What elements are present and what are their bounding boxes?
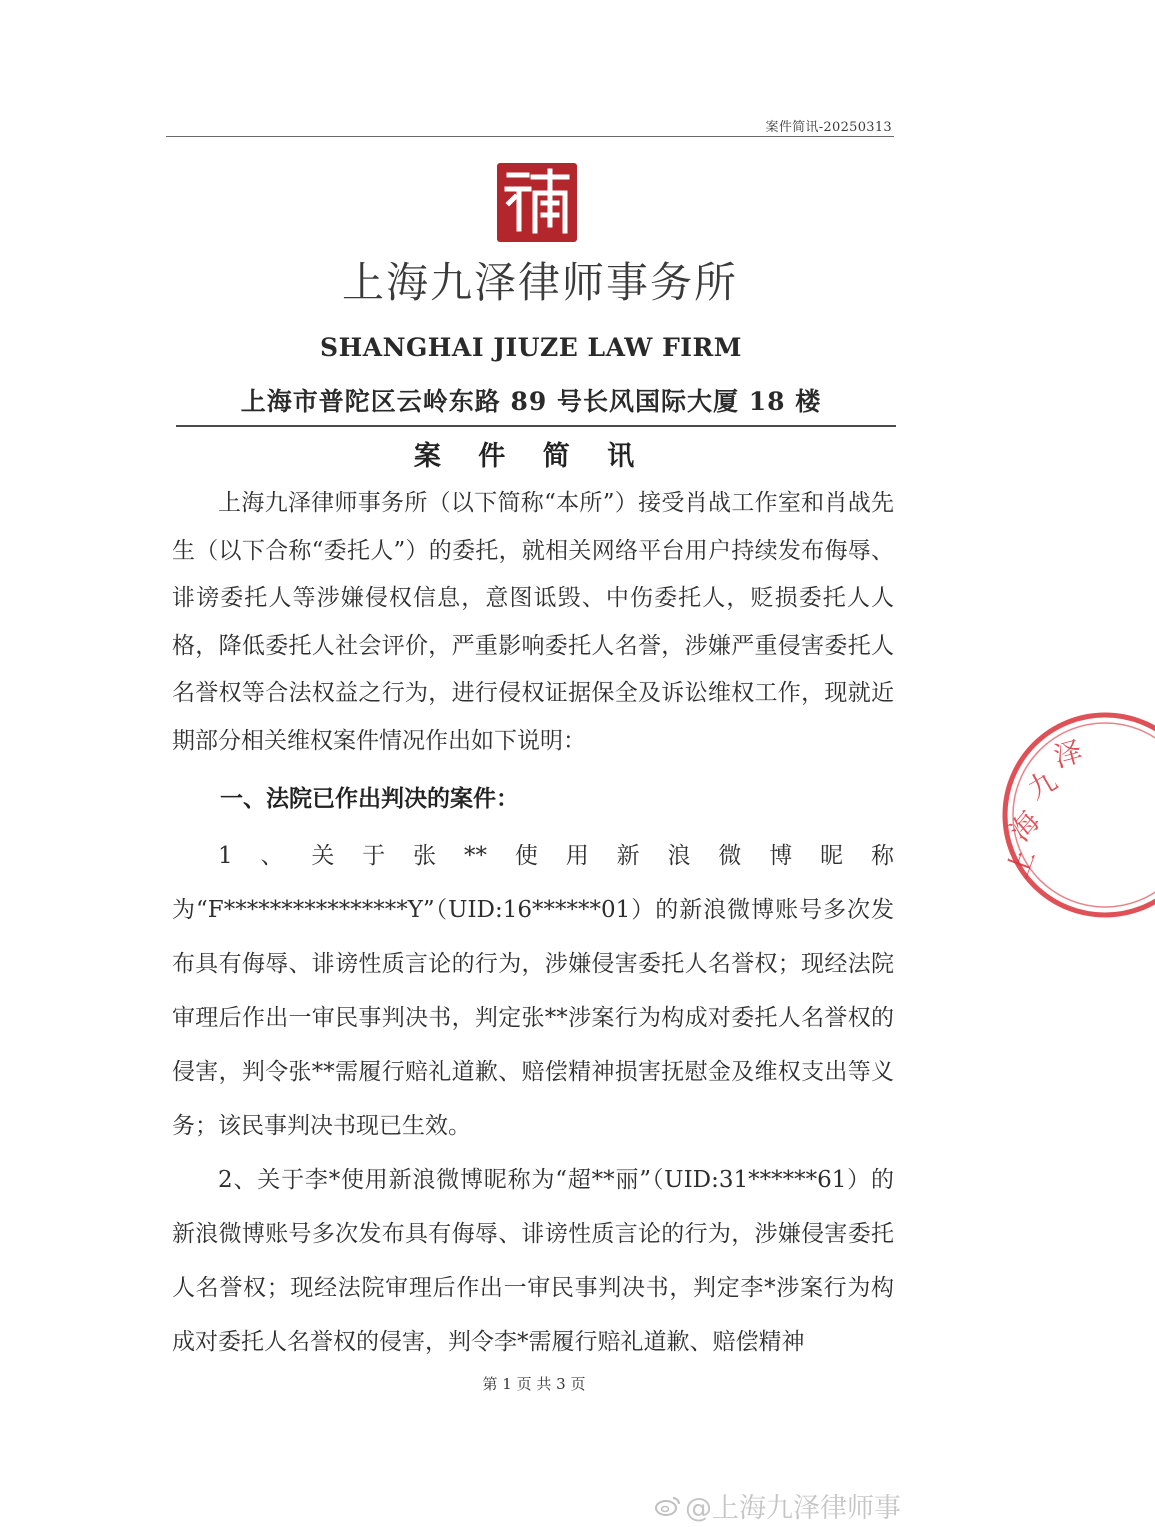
firm-name-english: SHANGHAI JIUZE LAW FIRM [320, 333, 742, 362]
title-rule [176, 425, 896, 427]
svg-text:上: 上 [1000, 844, 1042, 883]
official-seal-icon [995, 705, 1155, 925]
case-paragraph-2: 2、关于李*使用新浪微博昵称为“超**丽”（UID:31******61）的新浪微博账号多次发布具有侮辱、诽谤性质言论的行为，涉嫌侵害委托人名誉权；现经法院审理后作出一审民事判决书，判定李*涉案行为构成对委托人名誉权的侵害，判令李*需履行赔礼道歉、赔偿精神 [172, 1167, 894, 1355]
svg-text:海: 海 [1003, 804, 1047, 848]
header-rule [166, 136, 894, 137]
case-paragraph-1: 1、关于张**使用新浪微博昵称为“F****************Y”（UID:16******01）的新浪微博账号多次发布具有侮辱、诽谤性质言论的行为，涉嫌侵害委托人名誉权；现经法院审理后作出一审民事判决书，判定张**涉案行为构成对委托人名誉权的侵害，判令张**需履行赔礼道歉、赔偿精神损害抚慰金及维权支出等义务；该民事判决书现已生效。 [172, 843, 894, 1139]
document-title: 案 件 简 讯 [413, 441, 649, 472]
firm-address: 上海市普陀区云岭东路 89 号长风国际大厦 18 楼 [240, 387, 822, 416]
page-number: 第 1 页 共 3 页 [482, 1375, 586, 1393]
intro-paragraph: 上海九泽律师事务所（以下简称“本所”）接受肖战工作室和肖战先生（以下合称“委托人”）的委托，就相关网络平台用户持续发布侮辱、诽谤委托人等涉嫌侵权信息，意图诋毁、中伤委托人，贬损委托人人格，降低委托人社会评价，严重影响委托人名誉，涉嫌严重侵害委托人名誉权等合法权益之行为，进行侵权证据保全及诉讼维权工作，现就近期部分相关维权案件情况作出如下说明： [172, 490, 894, 754]
weibo-watermark [655, 1486, 901, 1525]
svg-text:泽: 泽 [1050, 734, 1086, 774]
firm-logo-icon [497, 163, 577, 242]
document-id: 案件简讯-20250313 [765, 120, 892, 135]
section-heading: 一、法院已作出判决的案件： [220, 785, 519, 812]
weibo-icon [655, 1495, 681, 1517]
svg-text:九: 九 [1022, 763, 1063, 807]
watermark-text: @上海九泽律师事 [685, 1493, 901, 1524]
firm-name-chinese: 上海九泽律师事务所 [341, 258, 738, 307]
